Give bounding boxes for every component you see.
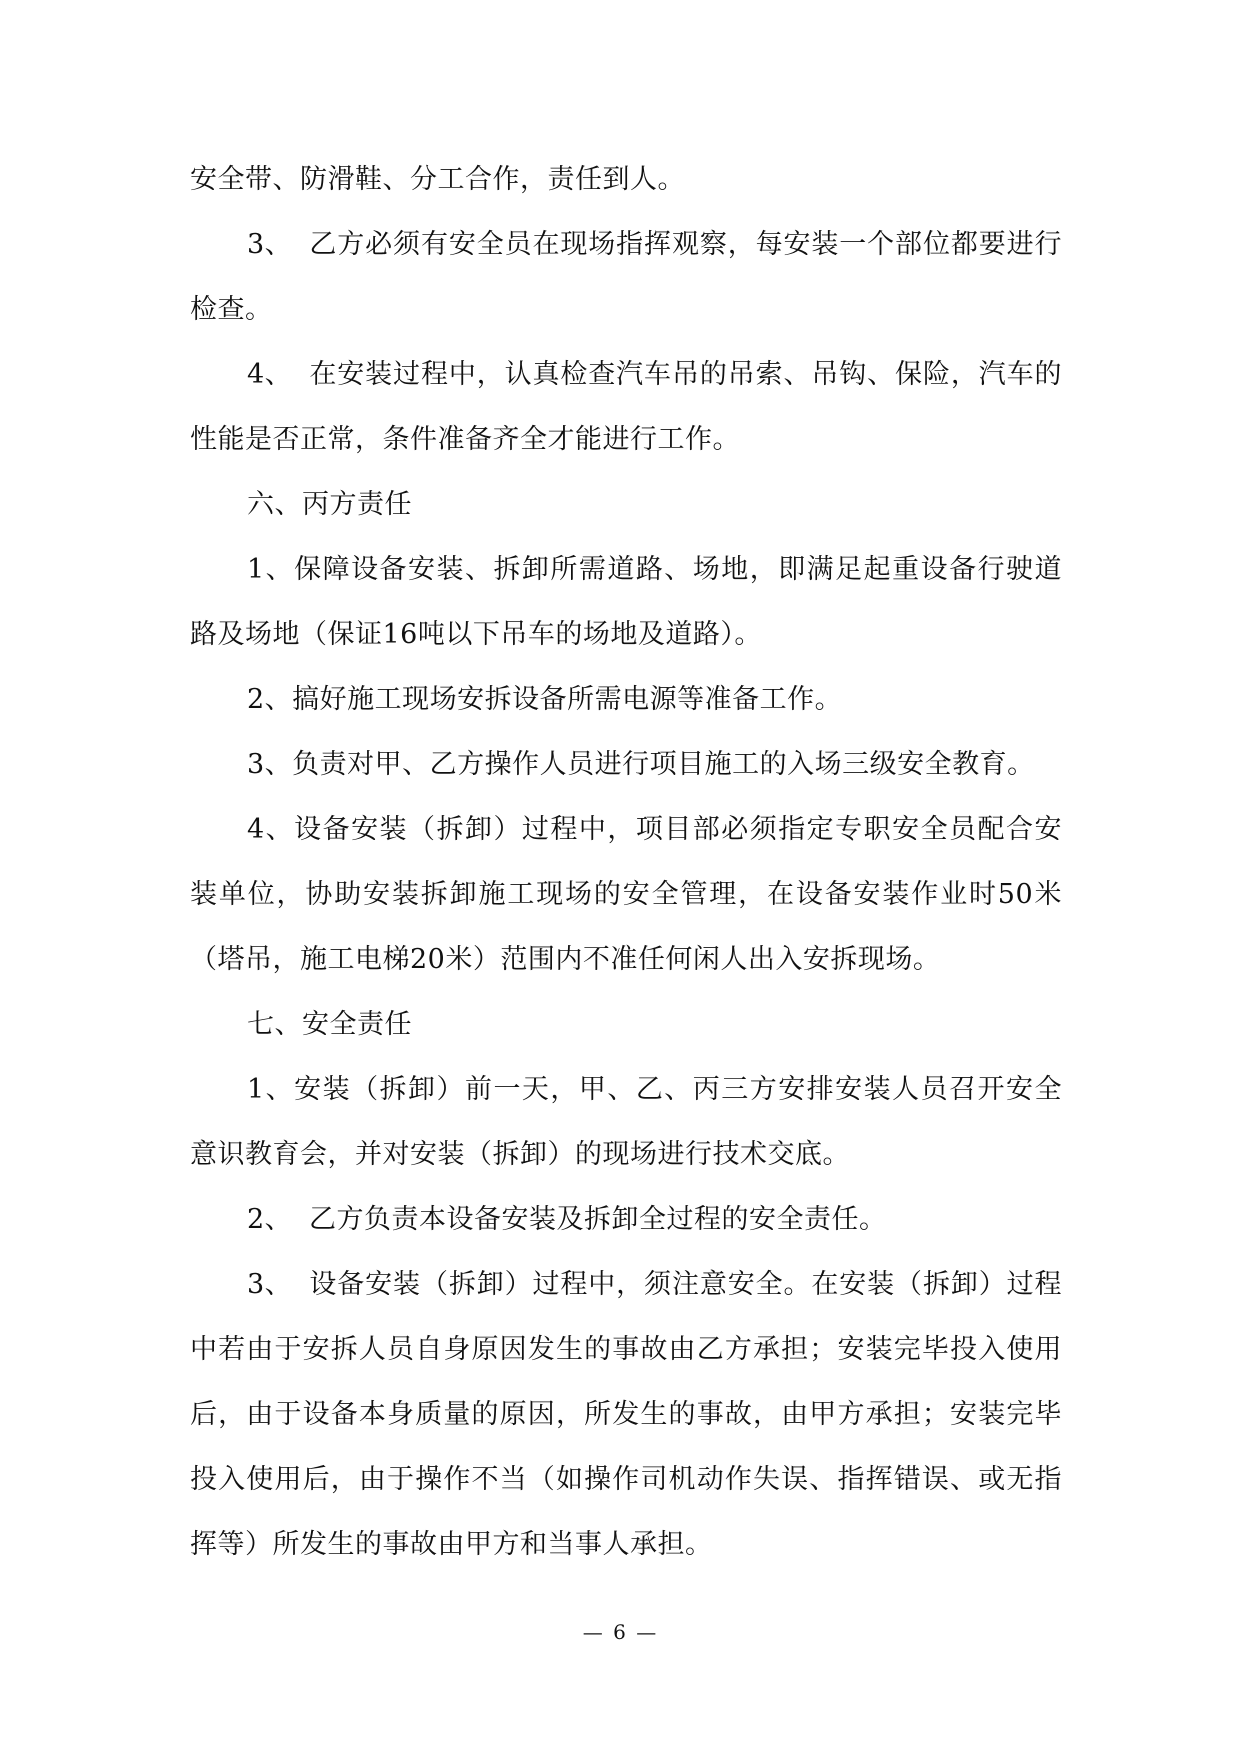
paragraph-number: 3、: [247, 1269, 293, 1300]
paragraph-8: [190, 797, 1062, 992]
paragraph-text: 1、安装（拆卸）前一天，甲、乙、丙三方安排安装人员召开安全意识教育会，并对安装（拆卸）的现场进行技术交底。: [190, 1074, 1062, 1170]
paragraph-6: [190, 667, 1062, 732]
paragraph-2: [190, 212, 1062, 342]
paragraph-10: [190, 1057, 1062, 1187]
paragraph-3: [190, 342, 1062, 472]
paragraph-number: 4、: [247, 359, 293, 390]
paragraph-text: 4、设备安装（拆卸）过程中，项目部必须指定专职安全员配合安装单位，协助安装拆卸施工现场的安全管理，在设备安装作业时50米（塔吊，施工电梯20米）范围内不准任何闲人出入安拆现场。: [190, 814, 1062, 975]
paragraph-text: 乙方负责本设备安装及拆卸全过程的安全责任。: [309, 1204, 887, 1235]
paragraph-text: 2、搞好施工现场安拆设备所需电源等准备工作。: [247, 684, 843, 715]
paragraph-12: [190, 1252, 1062, 1577]
paragraph-text: 乙方必须有安全员在现场指挥观察，每安装一个部位都要进行检查。: [190, 229, 1062, 325]
heading-text: 六、丙方责任: [247, 489, 412, 520]
paragraph-1: [190, 147, 1062, 212]
section-heading-7: [190, 992, 1062, 1057]
paragraph-11: [190, 1187, 1062, 1252]
paragraph-text: 1、保障设备安装、拆卸所需道路、场地，即满足起重设备行驶道路及场地（保证16吨以下吊车的场地及道路）。: [190, 554, 1062, 650]
paragraph-number: 2、: [247, 1204, 293, 1235]
page-number: — 6 —: [582, 1620, 659, 1644]
paragraph-5: [190, 537, 1062, 667]
heading-text: 七、安全责任: [247, 1009, 412, 1040]
section-heading-6: [190, 472, 1062, 537]
document-body: [190, 147, 1062, 1577]
paragraph-text: 设备安装（拆卸）过程中，须注意安全。在安装（拆卸）过程中若由于安拆人员自身原因发生的事故由乙方承担；安装完毕投入使用后，由于设备本身质量的原因，所发生的事故，由甲方承担；安装完毕投入使用后，由于操作不当（如操作司机动作失误、指挥错误、或无指挥等）所发生的事故由甲方和当事人承担。: [190, 1269, 1062, 1560]
paragraph-text: 安全带、防滑鞋、分工合作，责任到人。: [190, 164, 685, 195]
paragraph-text: 3、负责对甲、乙方操作人员进行项目施工的入场三级安全教育。: [247, 749, 1035, 780]
paragraph-number: 3、: [247, 229, 293, 260]
paragraph-text: 在安装过程中，认真检查汽车吊的吊索、吊钩、保险，汽车的性能是否正常，条件准备齐全才能进行工作。: [190, 359, 1062, 455]
paragraph-7: [190, 732, 1062, 797]
